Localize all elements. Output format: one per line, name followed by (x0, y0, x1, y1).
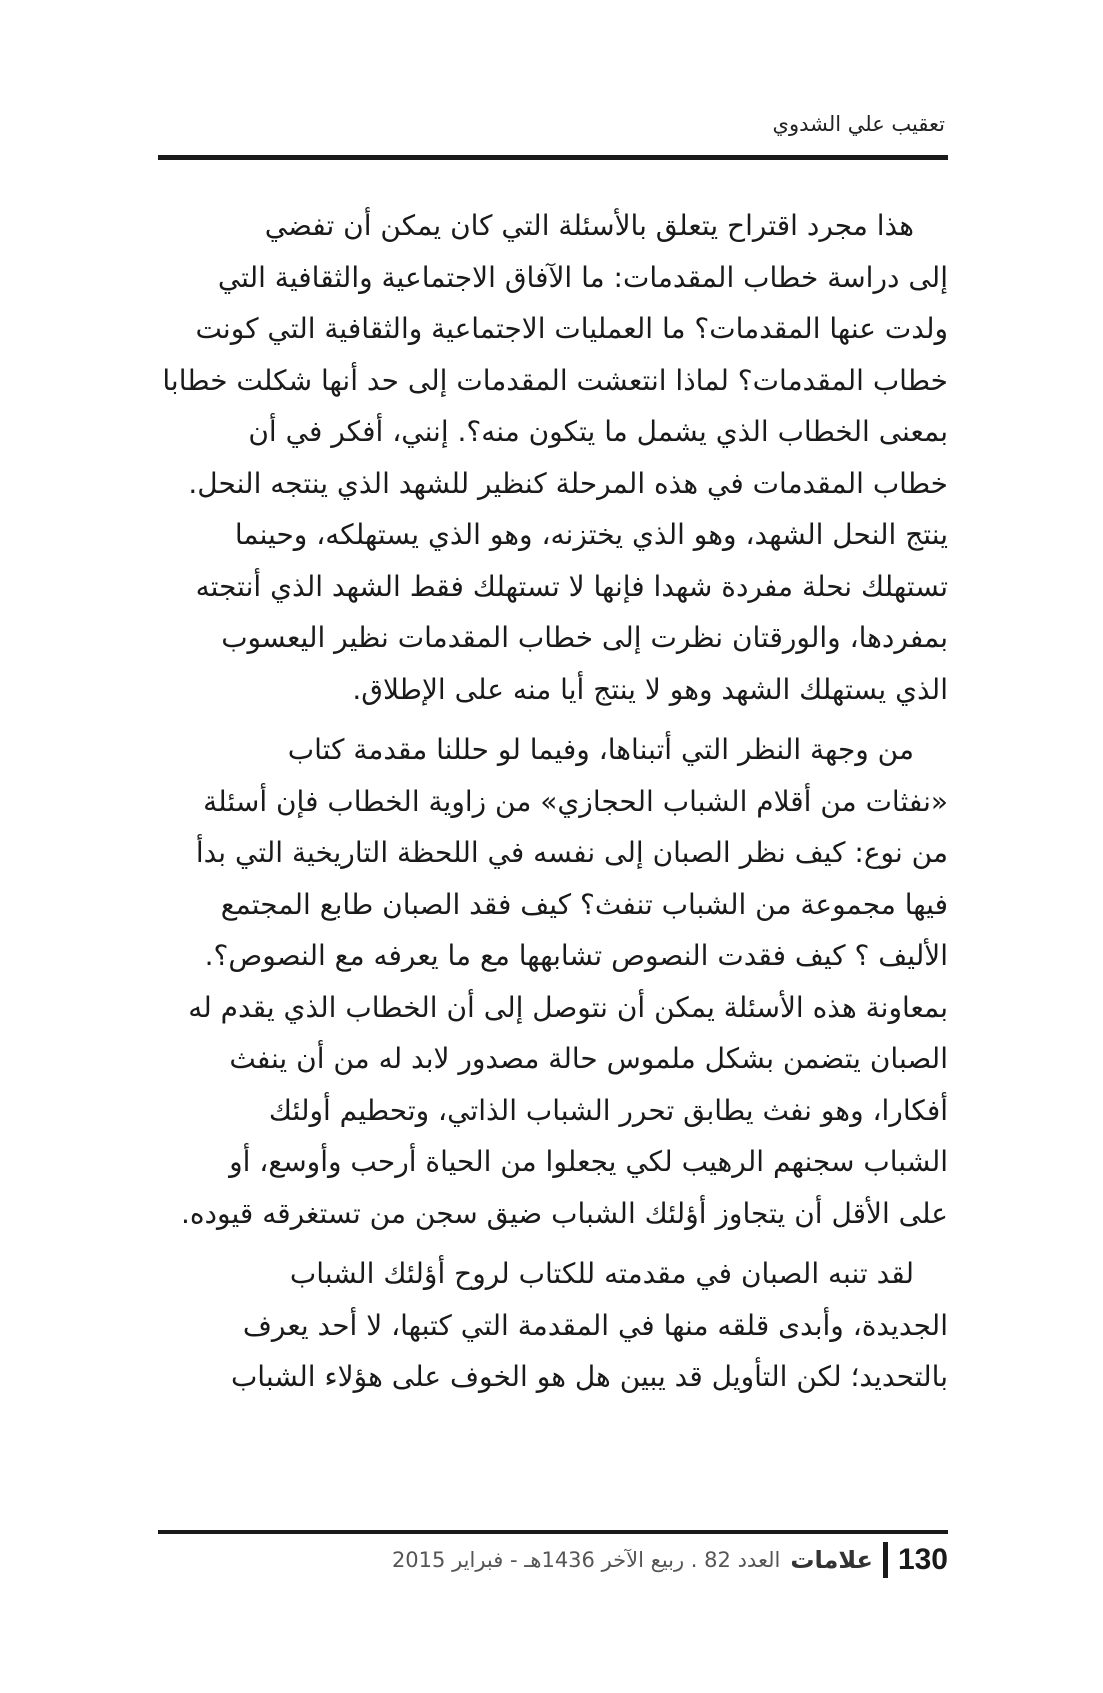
text-line: أفكارا، وهو نفث يطابق تحرر الشباب الذاتي، وتحطيم أولئك (268, 1093, 948, 1127)
text-line: الصبان يتضمن بشكل ملموس حالة مصدور لابد له من أن ينفث (229, 1042, 948, 1075)
footer-rule (158, 1530, 948, 1534)
journal-logo: علامات (790, 1546, 873, 1574)
text-line: فيها مجموعة من الشباب تنفث؟ كيف فقد الصبان طابع المجتمع (220, 887, 948, 921)
paragraph-1 (158, 200, 948, 715)
text-line: خطاب المقدمات؟ لماذا انتعشت المقدمات إلى حد أنها شكلت خطابا (162, 363, 948, 397)
text-line: الذي يستهلك الشهد وهو لا ينتج أيا منه على الإطلاق. (352, 672, 948, 706)
paragraph-2 (158, 724, 948, 1239)
article-body (158, 200, 948, 1412)
text-line: ولدت عنها المقدمات؟ ما العمليات الاجتماعية والثقافية التي كونت (195, 312, 948, 345)
text-line: هذا مجرد اقتراح يتعلق بالأسئلة التي كان يمكن أن تفضي (264, 209, 914, 242)
text-line: الشباب سجنهم الرهيب لكي يجعلوا من الحياة أرحب وأوسع، أو (229, 1145, 948, 1178)
header-rule (158, 155, 948, 160)
page-number: 130 (897, 1543, 948, 1576)
footer-divider (883, 1542, 888, 1578)
text-line: بمعاونة هذه الأسئلة يمكن أن نتوصل إلى أن الخطاب الذي يقدم له (188, 990, 948, 1024)
text-line: من نوع: كيف نظر الصبان إلى نفسه في اللحظة التاريخية التي بدأ (195, 836, 948, 869)
text-line: الجديدة، وأبدى قلقه منها في المقدمة التي كتبها، لا أحد يعرف (242, 1308, 948, 1342)
text-line: إلى دراسة خطاب المقدمات: ما الآفاق الاجتماعية والثقافية التي (217, 260, 948, 294)
issue-info: العدد 82 . ربيع الآخر 1436هـ - فبراير 2015 (391, 1548, 781, 1572)
text-line: من وجهة النظر التي أتبناها، وفيما لو حللنا مقدمة كتاب (287, 733, 914, 766)
text-line: على الأقل أن يتجاوز أؤلئك الشباب ضيق سجن من تستغرقه قيوده. (180, 1196, 948, 1230)
text-line: خطاب المقدمات في هذه المرحلة كنظير للشهد الذي ينتجه النحل. (188, 466, 948, 500)
text-line: بالتحديد؛ لكن التأويل قد يبين هل هو الخوف على هؤلاء الشباب (230, 1360, 948, 1393)
text-line: الأليف ؟ كيف فقدت النصوص تشابهها مع ما يعرفه مع النصوص؟. (204, 939, 948, 972)
running-header: تعقيب علي الشدوي (772, 112, 945, 136)
text-line: ينتج النحل الشهد، وهو الذي يختزنه، وهو الذي يستهلكه، وحينما (234, 518, 948, 551)
text-line: تستهلك نحلة مفردة شهدا فإنها لا تستهلك فقط الشهد الذي أنتجته (195, 569, 948, 603)
page-footer (158, 1537, 948, 1583)
text-line: بمعنى الخطاب الذي يشمل ما يتكون منه؟. إنني، أفكر في أن (248, 415, 948, 448)
paragraph-3 (158, 1248, 948, 1403)
text-line: بمفردها، والورقتان نظرت إلى خطاب المقدمات نظير اليعسوب (221, 621, 948, 654)
text-line: لقد تنبه الصبان في مقدمته للكتاب لروح أؤلئك الشباب (289, 1257, 914, 1290)
text-line: «نفثات من أقلام الشباب الحجازي» من زاوية الخطاب فإن أسئلة (203, 784, 948, 818)
